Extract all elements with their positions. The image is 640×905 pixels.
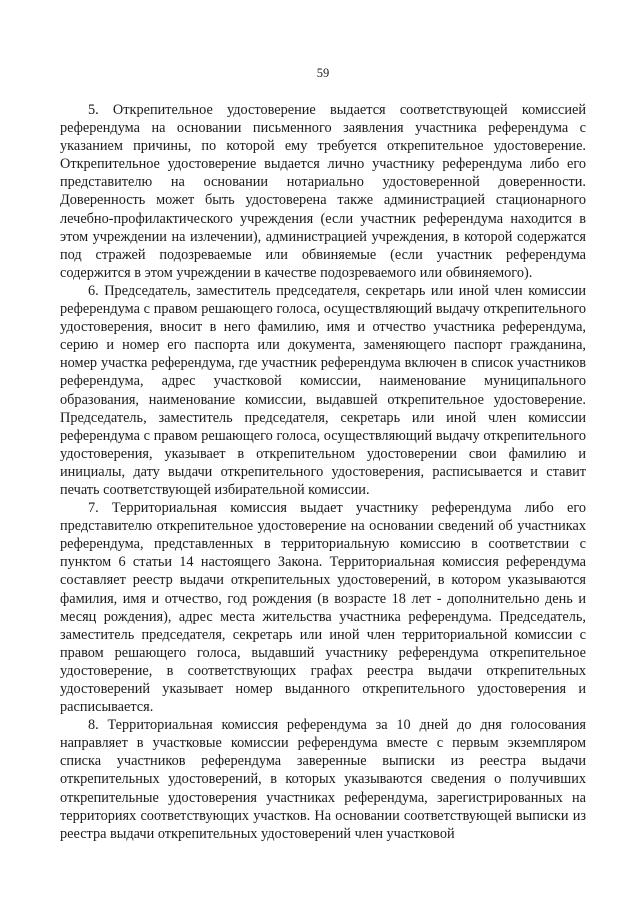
paragraph-5: 5. Открепительное удостоверение выдается соответствующей комиссией референдума на основании письменного заявления участника референдума с указанием причины, по которой ему требуется открепительное удостоверение. Открепительное удостоверение выдается лично участнику референдума либо его представителю на основании нотариально удостоверенной доверенности. Доверенность может быть удостоверена также администрацией стационарного лечебно-профилактического учреждения (если участник референдума находится в этом учреждении на излечении), администрацией учреждения, в которой содержатся под стражей подозреваемые или обвиняемые (если участник референдума содержится в этом учреждении в качестве подозреваемого или обвиняемого). [60, 102, 586, 281]
paragraph-8: 8. Территориальная комиссия референдума за 10 дней до дня голосования направляет в участковые комиссии референдума вместе с первым экземпляром списка участников референдума заверенные выписки из реестра выдачи открепительных удостоверений, в которых указываются сведения о получивших открепительные удостоверения участниках референдума, зарегистрированных на территориях соответствующих участков. На основании соответствующей выписки из реестра выдачи открепительных удостоверений член участковой [60, 717, 586, 842]
page-number: 59 [316, 66, 330, 80]
paragraph-7: 7. Территориальная комиссия выдает участнику референдума либо его представителю открепительное удостоверение на основании сведений об участниках референдума, представленных в территориальную комиссию в соответствии с пунктом 6 статьи 14 настоящего Закона. Территориальная комиссия референдума составляет реестр выдачи открепительных удостоверений, в котором указываются фамилия, имя и отчество, год рождения (в возрасте 18 лет - дополнительно день и месяц рождения), адрес места жительства участника референдума. Председатель, заместитель председателя, секретарь или иной член территориальной комиссии с правом решающего голоса, выдавший участнику референдума открепительное удостоверение, в соответствующих графах реестра выдачи открепительных удостоверений указывает номер выданного открепительного удостоверения и расписывается. [60, 500, 586, 716]
paragraph-6: 6. Председатель, заместитель председателя, секретарь или иной член комиссии референдума с правом решающего голоса, осуществляющий выдачу открепительного удостоверения, вносит в него фамилию, имя и отчество участника референдума, серию и номер его паспорта или документа, заменяющего паспорт гражданина, номер участка референдума, где участник референдума включен в список участников референдума, адрес участковой комиссии, наименование муниципального образования, наименование комиссии, выдавшей открепительное удостоверение. Председатель, заместитель председателя, секретарь или иной член комиссии референдума с правом решающего голоса, осуществляющий выдачу открепительного удостоверения, указывает в открепительном удостоверении свои фамилию и инициалы, дату выдачи открепительного удостоверения, расписывается и ставит печать соответствующей избирательной комиссии. [60, 282, 586, 498]
